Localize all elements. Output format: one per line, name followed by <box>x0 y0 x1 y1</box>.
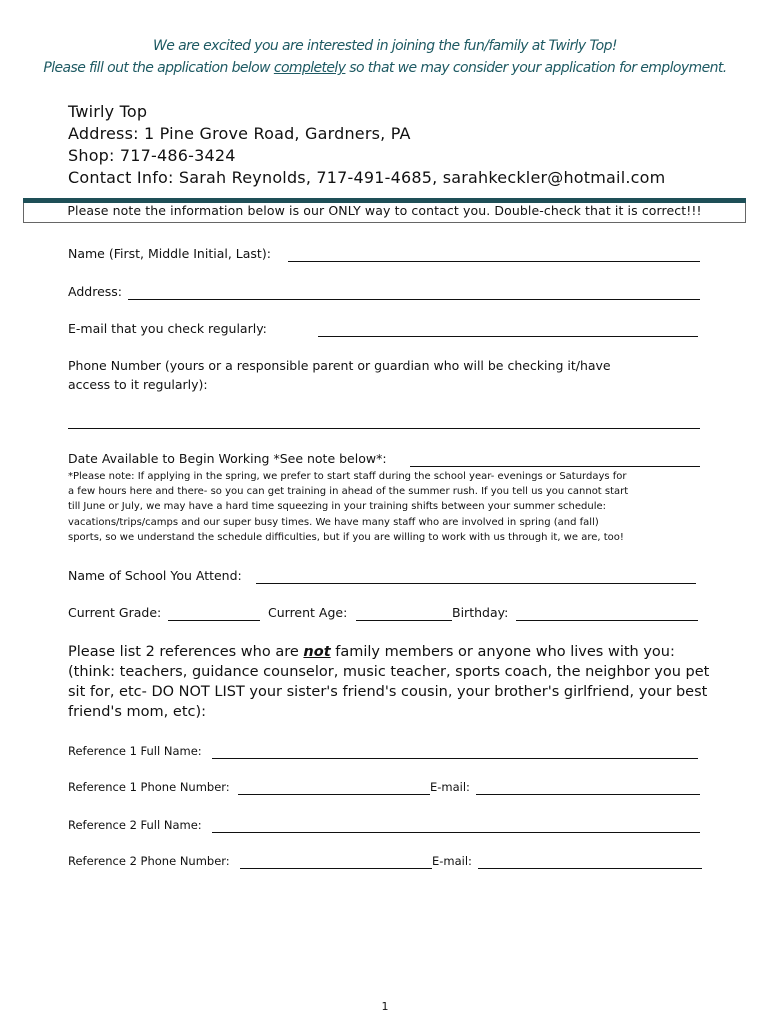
ref2-email-label: E-mail: <box>432 854 472 868</box>
name-label: Name (First, Middle Initial, Last): <box>68 246 271 261</box>
grade-label: Current Grade: <box>68 605 162 620</box>
page-number: 1 <box>381 1000 389 1013</box>
intro-line-2 <box>0 60 770 76</box>
ref1-phone-input-line[interactable] <box>238 794 430 795</box>
grade-input-line[interactable] <box>168 620 260 621</box>
references-heading-end: family members or anyone who lives with you: (think: teachers, guidance counselor, music teacher, sports coach, the neighbor you pet sit for, etc- DO NOT LIST your sister's friend's cousin, your brother's girlfriend, your best friend's mom, etc): <box>68 644 710 720</box>
birthday-label: Birthday: <box>452 605 509 620</box>
notice-text: Please note the information below is our ONLY way to contact you. Double-check that it is correct!!! <box>67 203 702 218</box>
note-line-5: sports, so we understand the schedule difficulties, but if you are willing to work with us through it, we are, too! <box>68 531 624 543</box>
spring-note <box>68 469 708 545</box>
birthday-input-line[interactable] <box>516 620 698 621</box>
intro-line-2-end: so that we may consider your application for employment. <box>345 60 727 76</box>
date-available-input-line[interactable] <box>410 466 700 467</box>
company-address: Address: 1 Pine Grove Road, Gardners, PA <box>68 124 411 143</box>
company-name: Twirly Top <box>68 102 148 121</box>
intro-line-1: We are excited you are interested in joining the fun/family at Twirly Top! <box>153 38 617 54</box>
school-label: Name of School You Attend: <box>68 568 242 583</box>
phone-label-line-1: Phone Number (yours or a responsible parent or guardian who will be checking it/have <box>68 358 611 373</box>
note-line-4: vacations/trips/camps and our super busy times. We have many staff who are involved in spring (and fall) <box>68 516 599 528</box>
note-line-1: *Please note: If applying in the spring, we prefer to start staff during the school year- evenings or Saturdays for <box>68 471 627 482</box>
intro-line-2-start: Please fill out the application below <box>43 60 274 76</box>
ref1-name-label: Reference 1 Full Name: <box>68 744 202 758</box>
note-line-3: till June or July, we may have a hard time squeezing in your training shifts between your summer schedule: <box>68 501 607 513</box>
age-input-line[interactable] <box>356 620 452 621</box>
ref1-phone-label: Reference 1 Phone Number: <box>68 780 230 794</box>
ref2-name-label: Reference 2 Full Name: <box>68 818 202 832</box>
references-heading-start: Please list 2 references who are <box>68 644 304 660</box>
ref1-email-input-line[interactable] <box>476 794 700 795</box>
references-heading <box>68 642 718 722</box>
age-label: Current Age: <box>268 605 348 620</box>
ref1-email-label: E-mail: <box>430 780 470 794</box>
phone-label-line-2: access to it regularly): <box>68 377 208 392</box>
name-input-line[interactable] <box>288 261 700 262</box>
ref2-name-input-line[interactable] <box>212 832 700 833</box>
ref2-phone-input-line[interactable] <box>240 868 432 869</box>
address-label: Address: <box>68 284 122 299</box>
address-input-line[interactable] <box>128 299 700 300</box>
ref1-name-input-line[interactable] <box>212 758 698 759</box>
company-shop-phone: Shop: 717-486-3424 <box>68 146 236 165</box>
email-label: E-mail that you check regularly: <box>68 321 267 336</box>
ref2-phone-label: Reference 2 Phone Number: <box>68 854 230 868</box>
email-input-line[interactable] <box>318 336 698 337</box>
school-input-line[interactable] <box>256 583 696 584</box>
company-contact: Contact Info: Sarah Reynolds, 717-491-4685, sarahkeckler@hotmail.com <box>68 168 666 187</box>
date-available-label: Date Available to Begin Working *See note below*: <box>68 451 387 466</box>
phone-input-line[interactable] <box>68 428 700 429</box>
ref2-email-input-line[interactable] <box>478 868 702 869</box>
intro-emphasis: completely <box>273 60 346 76</box>
note-line-2: a few hours here and there- so you can get training in ahead of the summer rush. If you tell us you cannot start <box>68 486 629 498</box>
references-heading-not: not <box>303 644 331 660</box>
